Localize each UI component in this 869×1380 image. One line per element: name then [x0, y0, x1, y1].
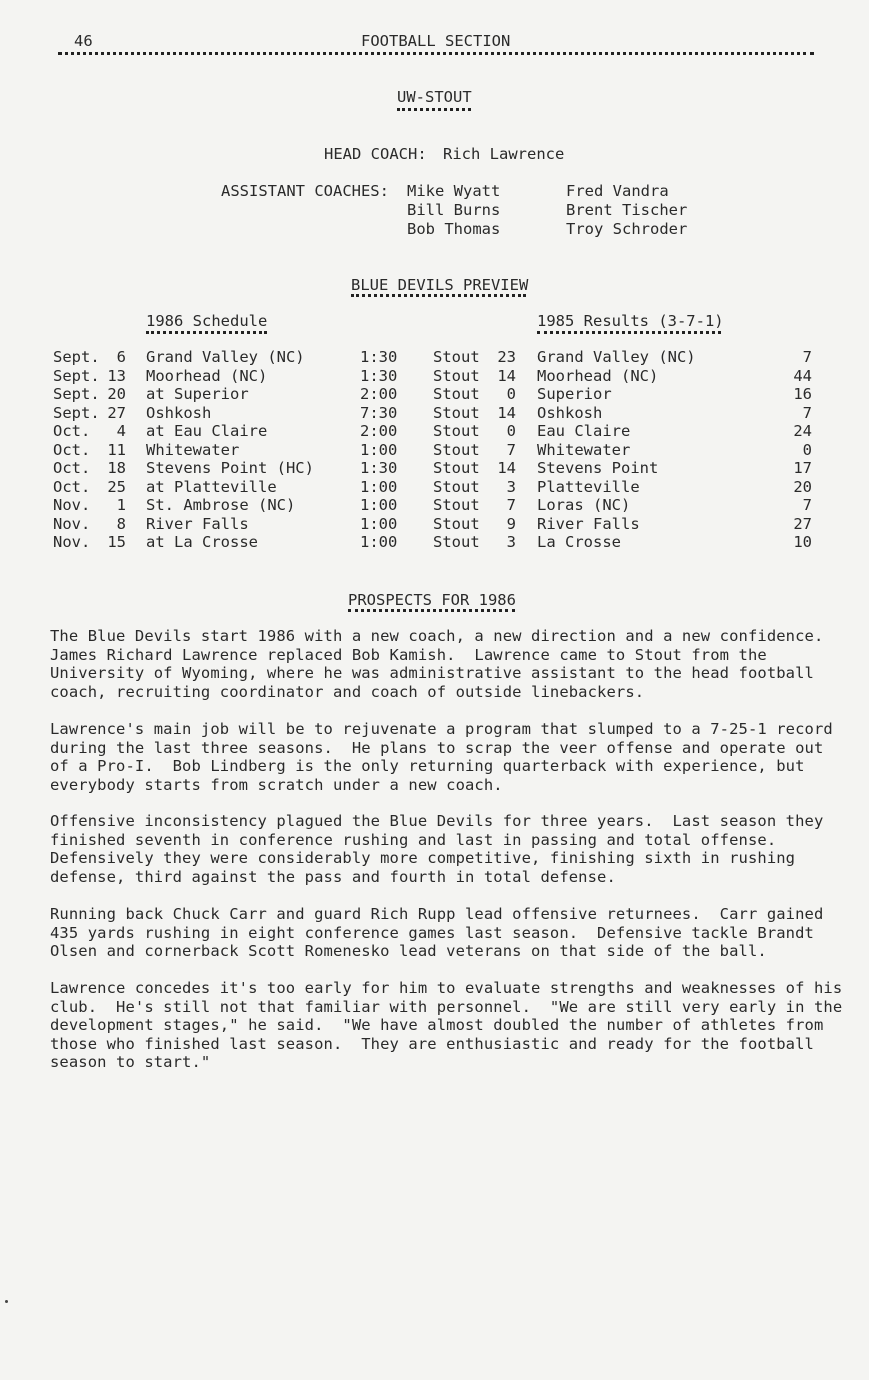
game-time: 1:00 [360, 533, 398, 551]
game-time: 1:30 [360, 459, 398, 477]
result-opponent-score: 7 [802, 403, 812, 422]
schedule-row [0, 441, 869, 460]
game-month: Oct. [53, 477, 91, 496]
game-month: Nov. [53, 496, 91, 514]
result-team: Stout [433, 459, 480, 477]
text-line: defense, third against the pass and fourth in total defense. [50, 867, 616, 886]
result-opponent-score: 17 [793, 459, 812, 477]
results-heading-underline [537, 331, 721, 334]
schedule-row [0, 348, 869, 367]
game-opponent: Whitewater [146, 440, 240, 459]
text-line: of a Pro-I. Bob Lindberg is the only returning quarterback with experience, but [50, 757, 805, 775]
paragraph [50, 905, 840, 961]
game-month: Oct. [53, 459, 91, 477]
game-opponent: Grand Valley (NC) [146, 348, 305, 366]
game-time: 1:00 [360, 514, 398, 533]
game-month: Nov. [53, 514, 91, 533]
paragraph [50, 627, 840, 701]
result-opponent-score: 0 [802, 440, 812, 459]
result-team: Stout [433, 514, 480, 533]
result-team: Stout [433, 385, 480, 403]
result-opponent-score: 27 [793, 514, 812, 533]
text-line: those who finished last season. They are enthusiastic and ready for the football [50, 1034, 814, 1053]
text-line: coach, recruiting coordinator and coach of outside linebackers. [50, 682, 645, 701]
assistant-coaches-label: ASSISTANT COACHES: [221, 182, 389, 200]
result-stout-score: 0 [506, 385, 516, 403]
text-line: development stages," he said. "We have almost doubled the number of athletes from [50, 1016, 824, 1034]
game-time: 2:00 [360, 422, 398, 440]
result-opponent: Loras (NC) [537, 496, 631, 514]
game-opponent: at Superior [146, 385, 249, 403]
result-team: Stout [433, 496, 480, 514]
speck-mark [5, 1300, 8, 1303]
preview-title-underline [351, 294, 526, 297]
text-line: everybody starts from scratch under a new coach. [50, 775, 503, 794]
prospects-title-underline [348, 609, 515, 612]
text-line: Offensive inconsistency plagued the Blue Devils for three years. Last season they [50, 812, 824, 830]
result-opponent-score: 7 [802, 496, 812, 514]
result-opponent: River Falls [537, 514, 640, 533]
game-time: 2:00 [360, 385, 398, 403]
game-day: 13 [107, 366, 126, 385]
text-line: finished seventh in conference rushing and last in passing and total offense. [50, 830, 777, 849]
result-stout-score: 14 [497, 403, 516, 422]
result-stout-score: 3 [506, 477, 516, 496]
paragraph [50, 812, 840, 886]
text-line: James Richard Lawrence replaced Bob Kamish. Lawrence came to Stout from the [50, 645, 767, 664]
assistant-coach: Fred Vandra [566, 182, 669, 200]
text-line: season to start." [50, 1053, 211, 1071]
result-opponent: Superior [537, 385, 612, 403]
game-month: Sept. [53, 366, 100, 385]
result-team: Stout [433, 403, 480, 422]
game-time: 1:00 [360, 477, 398, 496]
game-day: 18 [107, 459, 126, 477]
result-opponent-score: 44 [793, 366, 812, 385]
game-day: 4 [116, 422, 126, 440]
schedule-row [0, 367, 869, 386]
team-title: UW-STOUT [397, 88, 472, 106]
result-team: Stout [433, 348, 480, 366]
game-time: 1:30 [360, 348, 398, 366]
game-opponent: at Platteville [146, 477, 277, 496]
header-rule [58, 52, 814, 55]
section-title: FOOTBALL SECTION [361, 32, 511, 50]
result-opponent: Grand Valley (NC) [537, 348, 696, 366]
schedule-heading-underline [146, 331, 267, 334]
prospects-title: PROSPECTS FOR 1986 [348, 591, 516, 609]
game-time: 1:00 [360, 496, 398, 514]
paragraph [50, 720, 840, 794]
game-month: Oct. [53, 422, 91, 440]
result-team: Stout [433, 366, 480, 385]
text-line: University of Wyoming, where he was administrative assistant to the head football [50, 664, 814, 682]
text-line: during the last three seasons. He plans to scrap the veer offense and operate out [50, 738, 824, 757]
game-day: 1 [116, 496, 126, 514]
result-team: Stout [433, 533, 480, 551]
game-day: 27 [107, 403, 126, 422]
result-opponent: Moorhead (NC) [537, 366, 659, 385]
result-opponent-score: 24 [793, 422, 812, 440]
result-team: Stout [433, 440, 480, 459]
result-stout-score: 14 [497, 459, 516, 477]
game-day: 15 [107, 533, 126, 551]
head-coach-label: HEAD COACH: [324, 145, 427, 163]
game-month: Oct. [53, 440, 91, 459]
result-stout-score: 23 [497, 348, 516, 366]
schedule-row [0, 478, 869, 497]
results-heading: 1985 Results (3-7-1) [537, 312, 724, 330]
result-opponent: Oshkosh [537, 403, 603, 422]
result-stout-score: 3 [506, 533, 516, 551]
assistant-coach: Mike Wyatt [407, 182, 501, 200]
assistant-coach: Troy Schroder [566, 220, 688, 238]
game-time: 1:00 [360, 440, 398, 459]
schedule-row [0, 404, 869, 423]
game-opponent: St. Ambrose (NC) [146, 496, 296, 514]
page-number: 46 [74, 32, 93, 50]
result-stout-score: 0 [506, 422, 516, 440]
game-month: Sept. [53, 403, 100, 422]
text-line: Defensively they were considerably more competitive, finishing sixth in rushing [50, 849, 796, 867]
game-month: Nov. [53, 533, 91, 551]
assistant-coach: Bill Burns [407, 201, 501, 219]
game-time: 7:30 [360, 403, 398, 422]
result-opponent-score: 7 [802, 348, 812, 366]
game-opponent: River Falls [146, 514, 249, 533]
game-opponent: Moorhead (NC) [146, 366, 268, 385]
result-opponent-score: 20 [793, 477, 812, 496]
game-time: 1:30 [360, 366, 398, 385]
result-opponent: Eau Claire [537, 422, 631, 440]
game-month: Sept. [53, 385, 100, 403]
paragraph [50, 979, 843, 1072]
game-day: 11 [107, 440, 126, 459]
result-opponent: Whitewater [537, 440, 631, 459]
game-opponent: at La Crosse [146, 533, 258, 551]
text-line: Lawrence concedes it's too early for him to evaluate strengths and weaknesses of his [50, 979, 843, 997]
game-opponent: at Eau Claire [146, 422, 268, 440]
game-day: 20 [107, 385, 126, 403]
game-month: Sept. [53, 348, 100, 366]
assistant-coach: Brent Tischer [566, 201, 688, 219]
schedule-row [0, 496, 869, 515]
game-day: 8 [116, 514, 126, 533]
result-stout-score: 9 [506, 514, 516, 533]
text-line: The Blue Devils start 1986 with a new coach, a new direction and a new confidence. [50, 627, 824, 645]
text-line: club. He's still not that familiar with personnel. "We are still very early in the [50, 997, 843, 1016]
assistant-coach: Bob Thomas [407, 220, 501, 238]
result-opponent-score: 16 [793, 385, 812, 403]
head-coach-name: Rich Lawrence [443, 145, 565, 163]
result-stout-score: 7 [506, 496, 516, 514]
schedule-row [0, 385, 869, 404]
game-opponent: Oshkosh [146, 403, 212, 422]
result-stout-score: 7 [506, 440, 516, 459]
result-stout-score: 14 [497, 366, 516, 385]
team-title-underline [397, 108, 471, 111]
result-opponent: Platteville [537, 477, 640, 496]
result-opponent: Stevens Point [537, 459, 659, 477]
result-team: Stout [433, 477, 480, 496]
schedule-row [0, 533, 869, 552]
result-team: Stout [433, 422, 480, 440]
schedule-row [0, 515, 869, 534]
preview-title: BLUE DEVILS PREVIEW [351, 276, 529, 294]
schedule-row [0, 459, 869, 478]
text-line: 435 yards rushing in eight conference games last season. Defensive tackle Brandt [50, 923, 814, 942]
game-opponent: Stevens Point (HC) [146, 459, 314, 477]
text-line: Lawrence's main job will be to rejuvenate a program that slumped to a 7-25-1 record [50, 720, 833, 738]
text-line: Olsen and cornerback Scott Romenesko lead veterans on that side of the ball. [50, 942, 767, 960]
text-line: Running back Chuck Carr and guard Rich Rupp lead offensive returnees. Carr gained [50, 905, 824, 923]
game-day: 6 [116, 348, 126, 366]
game-day: 25 [107, 477, 126, 496]
schedule-heading: 1986 Schedule [146, 312, 268, 330]
result-opponent-score: 10 [793, 533, 812, 551]
result-opponent: La Crosse [537, 533, 621, 551]
schedule-row [0, 422, 869, 441]
